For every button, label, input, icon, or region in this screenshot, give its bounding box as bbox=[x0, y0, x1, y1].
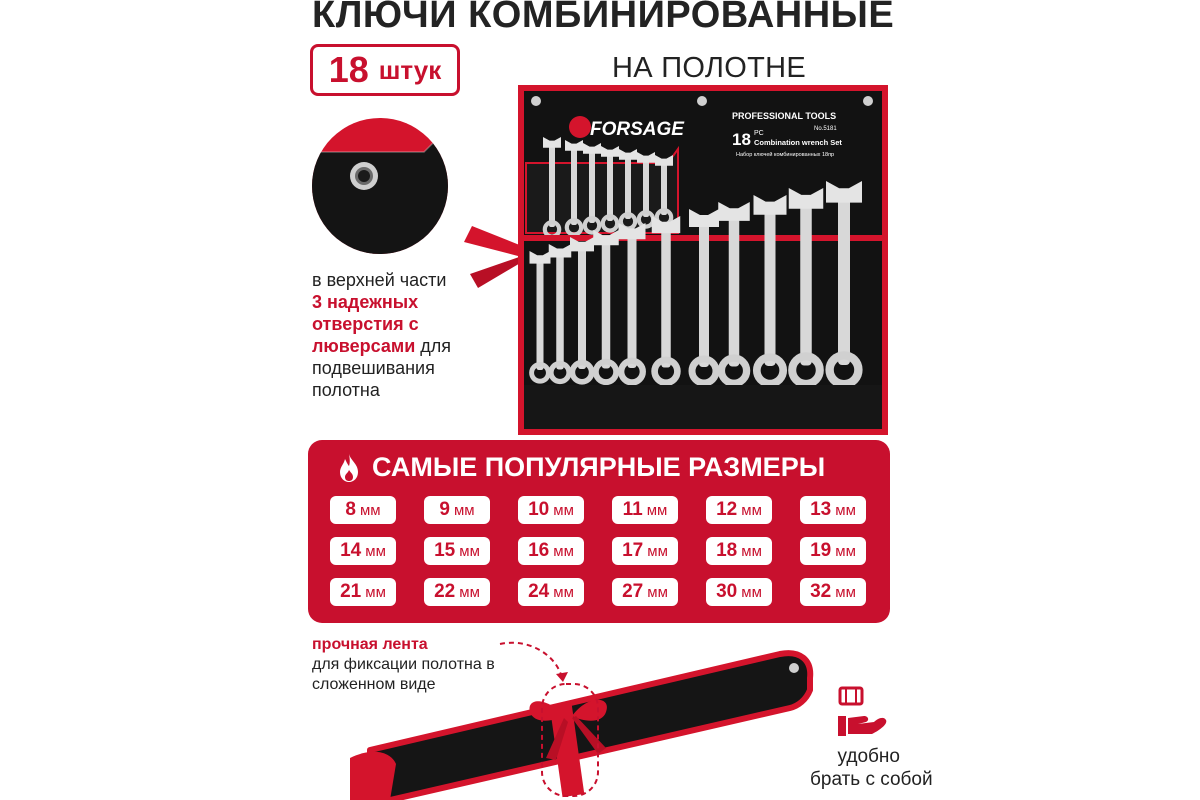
label-count: 18 bbox=[732, 130, 751, 149]
grommet-closeup bbox=[312, 118, 448, 254]
size-value: 13 bbox=[810, 499, 832, 520]
size-value: 30 bbox=[716, 581, 738, 602]
size-pill bbox=[330, 537, 396, 565]
grommet-icon bbox=[863, 96, 873, 106]
size-value: 27 bbox=[622, 581, 644, 602]
size-unit: мм bbox=[359, 501, 381, 519]
grommet-caption-text-2: для подвешивания полотна bbox=[312, 336, 452, 400]
size-value: 15 bbox=[434, 540, 456, 561]
size-unit: мм bbox=[835, 542, 856, 560]
size-value: 22 bbox=[434, 581, 456, 602]
ribbon-caption bbox=[312, 635, 552, 695]
carry-caption-line1: удобно bbox=[837, 746, 900, 767]
count-badge bbox=[310, 44, 460, 96]
size-pill bbox=[518, 537, 584, 565]
size-value: 24 bbox=[528, 581, 550, 602]
size-unit: мм bbox=[835, 583, 856, 601]
size-pill bbox=[612, 578, 678, 606]
size-pill bbox=[612, 496, 678, 524]
size-pill bbox=[800, 578, 866, 606]
size-value: 32 bbox=[810, 581, 832, 602]
size-value: 14 bbox=[340, 540, 362, 561]
size-unit: мм bbox=[741, 583, 762, 601]
size-value: 12 bbox=[716, 499, 738, 520]
label-line4: Набор ключей комбинированных 18пр bbox=[736, 152, 835, 158]
size-pill bbox=[800, 496, 866, 524]
roll-ribbon bbox=[462, 220, 526, 290]
size-unit: мм bbox=[459, 583, 480, 601]
size-value: 9 bbox=[439, 499, 450, 520]
grommet-caption-text-1: в верхней части bbox=[312, 270, 447, 290]
size-unit: мм bbox=[741, 542, 762, 560]
grommet-caption bbox=[312, 269, 482, 401]
size-unit: мм bbox=[553, 583, 574, 601]
grommet-icon bbox=[789, 663, 799, 673]
size-value: 21 bbox=[340, 581, 362, 602]
carry-caption-line2: брать с собой bbox=[810, 769, 933, 790]
size-value: 11 bbox=[622, 499, 643, 520]
size-pill bbox=[706, 496, 772, 524]
grommet-icon bbox=[697, 96, 707, 106]
size-unit: мм bbox=[453, 501, 475, 519]
size-unit: мм bbox=[647, 583, 668, 601]
size-pill bbox=[518, 578, 584, 606]
size-pill bbox=[330, 496, 396, 524]
size-value: 18 bbox=[716, 540, 738, 561]
size-unit: мм bbox=[835, 501, 856, 519]
size-pill bbox=[330, 578, 396, 606]
ribbon-caption-text: для фиксации полотна в сложенном виде bbox=[312, 656, 495, 693]
size-unit: мм bbox=[647, 542, 668, 560]
size-pill bbox=[424, 496, 490, 524]
size-value: 16 bbox=[528, 540, 550, 561]
size-unit: мм bbox=[553, 501, 574, 519]
count-unit: штук bbox=[378, 54, 442, 85]
flame-icon bbox=[336, 453, 362, 483]
label-line3: Combination wrench Set bbox=[754, 138, 842, 147]
sizes-title: САМЫЕ ПОПУЛЯРНЫЕ РАЗМЕРЫ bbox=[372, 452, 826, 482]
ribbon-caption-accent: прочная лента bbox=[312, 636, 428, 653]
page-title: КЛЮЧИ КОМБИНИРОВАННЫЕ bbox=[312, 0, 895, 36]
size-unit: мм bbox=[646, 501, 668, 519]
grommet-icon bbox=[531, 96, 541, 106]
carry-caption bbox=[810, 745, 933, 791]
brand-logo bbox=[569, 116, 591, 138]
size-pill bbox=[518, 496, 584, 524]
size-value: 19 bbox=[810, 540, 832, 561]
size-unit: мм bbox=[365, 542, 386, 560]
size-value: 17 bbox=[622, 540, 644, 561]
size-unit: мм bbox=[553, 542, 574, 560]
size-pill bbox=[424, 537, 490, 565]
brand-name: FORSAGE bbox=[590, 119, 684, 140]
count-number: 18 bbox=[328, 49, 369, 90]
size-pill bbox=[612, 537, 678, 565]
size-value: 10 bbox=[528, 499, 550, 520]
wrench-roll bbox=[518, 85, 888, 435]
size-value: 8 bbox=[345, 499, 356, 520]
size-pill bbox=[706, 578, 772, 606]
label-line1: PROFESSIONAL TOOLS bbox=[732, 111, 837, 121]
size-pill bbox=[424, 578, 490, 606]
grommet-caption-accent: 3 надежных отверстия с люверсами bbox=[312, 292, 419, 356]
size-pill bbox=[800, 537, 866, 565]
size-pill bbox=[706, 537, 772, 565]
size-unit: мм bbox=[741, 501, 762, 519]
grommet-icon bbox=[350, 162, 378, 190]
label-pc: PC bbox=[754, 130, 764, 137]
label-line2: No.5181 bbox=[814, 126, 837, 132]
size-unit: мм bbox=[365, 583, 386, 601]
subtitle: НА ПОЛОТНЕ bbox=[612, 52, 807, 84]
size-unit: мм bbox=[459, 542, 480, 560]
hand-carry-icon bbox=[834, 686, 890, 742]
